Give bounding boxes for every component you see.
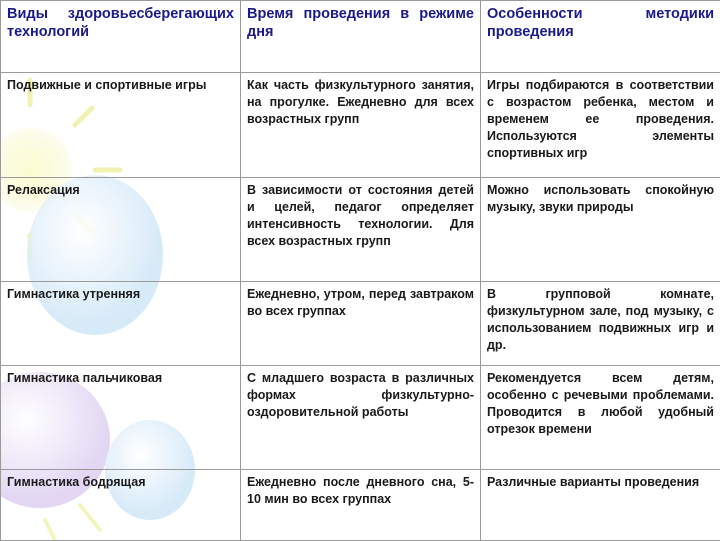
method-features-cell: Различные варианты проведения [481,470,720,541]
schedule-time-cell: С младшего возраста в различных формах физкультурно-оздоровительной работы [241,366,481,470]
technology-type-cell: Подвижные и спортивные игры [1,73,241,178]
table-row [1,366,720,470]
table-row [1,73,720,178]
technology-type-cell: Гимнастика утренняя [1,282,241,366]
header-method-features: Особенности методики проведения [481,1,720,73]
technology-type-cell: Гимнастика бодрящая [1,470,241,541]
schedule-time-cell: Как часть физкультурного занятия, на прогулке. Ежедневно для всех возрастных групп [241,73,481,178]
table-row [1,282,720,366]
method-features-cell: Рекомендуется всем детям, особенно с речевыми проблемами. Проводится в любой удобный отрезок времени [481,366,720,470]
schedule-time-cell: В зависимости от состояния детей и целей, педагог определяет интенсивность технологии. Для всех возрастных групп [241,178,481,282]
header-technology-types: Виды здоровьесберегающих технологий [1,1,241,73]
table-header-row [1,1,720,73]
schedule-time-cell: Ежедневно после дневного сна, 5-10 мин во всех группах [241,470,481,541]
method-features-cell: Игры подбираются в соответствии с возрастом ребенка, местом и временем ее проведения. Используются элементы спортивных игр [481,73,720,178]
technology-type-cell: Гимнастика пальчиковая [1,366,241,470]
table-row [1,178,720,282]
table-row [1,470,720,541]
header-schedule-time: Время проведения в режиме дня [241,1,481,73]
schedule-time-cell: Ежедневно, утром, перед завтраком во всех группах [241,282,481,366]
method-features-cell: В групповой комнате, физкультурном зале, под музыку, с использованием подвижных игр и др. [481,282,720,366]
method-features-cell: Можно использовать спокойную музыку, звуки природы [481,178,720,282]
technology-type-cell: Релаксация [1,178,241,282]
